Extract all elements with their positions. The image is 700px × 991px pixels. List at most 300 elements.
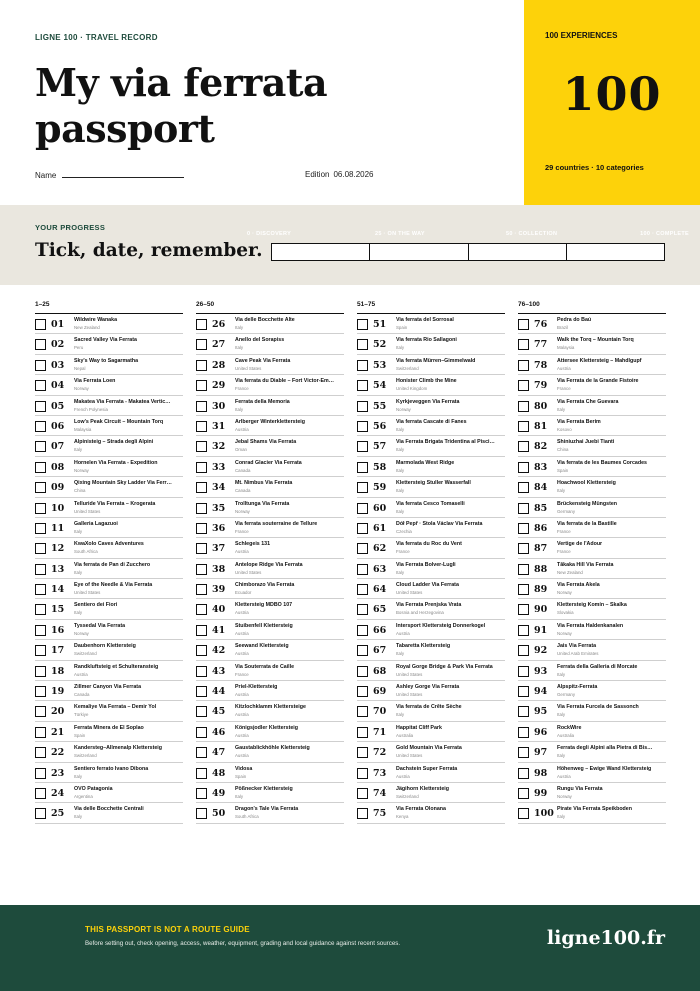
checkbox[interactable]	[357, 584, 368, 595]
checkbox[interactable]	[357, 421, 368, 432]
list-item	[35, 661, 183, 681]
edition-date: 06.08.2026	[333, 170, 374, 179]
entry-number: 66	[373, 624, 387, 636]
checkbox[interactable]	[518, 319, 529, 330]
entry-country: Austria	[396, 630, 410, 636]
checkbox[interactable]	[357, 645, 368, 656]
checkbox[interactable]	[35, 503, 46, 514]
entry-name: Pirate Via Ferrata Speikboden	[557, 806, 632, 813]
list-item	[196, 314, 344, 334]
checkbox[interactable]	[518, 706, 529, 717]
list-item	[35, 803, 183, 823]
entry-name: Rungu Via Ferrata	[557, 785, 603, 792]
entry-number: 29	[212, 380, 226, 392]
entry-number: 42	[212, 645, 226, 657]
checkbox[interactable]	[196, 482, 207, 493]
entry-name: Kyrkjeveggen Via Ferrata	[396, 398, 460, 405]
list-item	[196, 498, 344, 518]
checkbox[interactable]	[518, 503, 529, 514]
list-item	[35, 375, 183, 395]
entry-name: Dół Pepř · Štola Václav Via Ferrata	[396, 520, 483, 527]
list-item	[518, 599, 666, 619]
checkbox[interactable]	[518, 421, 529, 432]
stage-label-discovery: 0 · DISCOVERY	[247, 231, 292, 237]
checkbox[interactable]	[518, 666, 529, 677]
entry-number: 37	[212, 543, 226, 555]
entry-country: Switzerland	[74, 651, 97, 657]
checkbox[interactable]	[196, 768, 207, 779]
entry-number: 78	[534, 359, 548, 371]
checkbox[interactable]	[35, 768, 46, 779]
entry-name: Ferrata della Memoria	[235, 398, 290, 405]
checkbox[interactable]	[357, 727, 368, 738]
checkbox[interactable]	[518, 747, 529, 758]
entry-name: Gaustablickhöhle Klettersteig	[235, 745, 310, 752]
entry-name: Ferrata della Galleria di Morcate	[557, 663, 638, 670]
name-line[interactable]	[62, 170, 184, 178]
checkbox[interactable]	[35, 319, 46, 330]
checkbox[interactable]	[196, 360, 207, 371]
checkbox[interactable]	[196, 421, 207, 432]
entry-country: Italy	[74, 447, 83, 453]
entry-country: Italy	[74, 814, 83, 820]
checkbox[interactable]	[196, 686, 207, 697]
entry-number: 68	[373, 665, 387, 677]
entry-country: United Kingdom	[396, 386, 428, 392]
entry-country: Norway	[557, 630, 572, 636]
entry-country: Italy	[235, 793, 244, 799]
list-item	[196, 742, 344, 762]
entry-name: Via Ferrata Furcela de Sassonch	[557, 704, 639, 711]
list-item	[518, 355, 666, 375]
list-item	[196, 355, 344, 375]
footer-title: THIS PASSPORT IS NOT A ROUTE GUIDE	[85, 925, 250, 934]
entry-name: Via ferrata de les Baumes Corcades	[557, 459, 647, 466]
checkbox[interactable]	[518, 584, 529, 595]
entry-country: Argentina	[74, 793, 93, 799]
checkbox[interactable]	[35, 645, 46, 656]
checkbox[interactable]	[518, 523, 529, 534]
entry-country: Malaysia	[74, 426, 92, 432]
checkbox[interactable]	[196, 645, 207, 656]
checkbox[interactable]	[196, 788, 207, 799]
checkbox[interactable]	[196, 727, 207, 738]
list-item	[518, 375, 666, 395]
entry-number: 28	[212, 359, 226, 371]
entry-country: Italy	[396, 488, 405, 494]
entry-name: Alpspitz-Ferrata	[557, 684, 598, 691]
list-item	[357, 763, 505, 783]
entry-number: 09	[51, 482, 65, 494]
list-item	[357, 803, 505, 823]
checkbox[interactable]	[35, 543, 46, 554]
checkbox[interactable]	[35, 401, 46, 412]
checkbox[interactable]	[196, 604, 207, 615]
entry-name: Alpinisteig – Strada degli Alpini	[74, 439, 154, 446]
entry-name: Eye of the Needle & Via Ferrata	[74, 582, 153, 589]
entry-country: Italy	[396, 569, 405, 575]
entry-number: 26	[212, 319, 226, 330]
entry-country: Bosnia and Herzegovina	[396, 610, 444, 616]
entry-country: Austria	[235, 692, 249, 698]
entry-name: Trolltunga Via Ferrata	[235, 500, 290, 507]
entry-country: Norway	[74, 467, 89, 473]
entry-name: Via ferrata de Pan di Zucchero	[74, 561, 151, 568]
list-item	[357, 640, 505, 660]
entry-country: Italy	[74, 773, 83, 779]
stage-label-on-the-way: 25 · ON THE WAY	[375, 231, 425, 237]
entry-number: 34	[212, 482, 226, 494]
checkbox[interactable]	[196, 401, 207, 412]
entry-number: 30	[212, 400, 226, 412]
entry-name: Höhenweg – Ewige Wand Klettersteig	[557, 765, 652, 772]
entry-number: 52	[373, 339, 387, 351]
checkbox[interactable]	[196, 584, 207, 595]
checkbox[interactable]	[518, 604, 529, 615]
entry-number: 55	[373, 400, 387, 412]
entry-country: Australia	[396, 732, 414, 738]
entry-country: United States	[74, 508, 101, 514]
checkbox[interactable]	[35, 421, 46, 432]
entry-name: Intersport Klettersteig Donnerkogel	[396, 622, 486, 629]
footer-text: Before setting out, check opening, access, weather, equipment, grading and local guidance against recent sources.	[85, 940, 401, 947]
entry-name: Daubenhorn Klettersteig	[74, 643, 136, 650]
entry-name: Wildwire Wanaka	[74, 317, 118, 323]
checkbox[interactable]	[196, 319, 207, 330]
checkbox[interactable]	[518, 482, 529, 493]
checkbox[interactable]	[35, 625, 46, 636]
list-item	[518, 579, 666, 599]
checkbox[interactable]	[357, 808, 368, 819]
entry-number: 96	[534, 726, 548, 738]
checkbox[interactable]	[196, 625, 207, 636]
entry-country: Norway	[557, 793, 572, 799]
entry-name: Via Ferrata Haldenkanalen	[557, 622, 624, 629]
entry-country: Italy	[235, 345, 244, 351]
checkbox[interactable]	[357, 686, 368, 697]
list-item	[196, 396, 344, 416]
entry-country: Australia	[557, 732, 575, 738]
checkbox[interactable]	[196, 441, 207, 452]
entry-country: Germany	[557, 692, 576, 698]
checkbox[interactable]	[35, 666, 46, 677]
checkbox[interactable]	[518, 727, 529, 738]
entry-name: Royal Gorge Bridge & Park Via Ferrata	[396, 663, 493, 670]
entry-name: Tabaretta Klettersteig	[396, 643, 451, 650]
entry-number: 54	[373, 380, 387, 392]
entry-country: Austria	[235, 610, 249, 616]
entry-name: Pedra do Baú	[557, 317, 592, 323]
checkbox[interactable]	[35, 441, 46, 452]
entry-country: Italy	[74, 610, 83, 616]
entry-name: Walk the Torq – Mountain Torq	[557, 337, 634, 344]
progress-label: YOUR PROGRESS	[35, 223, 106, 232]
entry-country: Germany	[557, 508, 576, 514]
entry-number: 16	[51, 624, 65, 636]
entry-country: Austria	[557, 365, 571, 371]
list-item	[196, 620, 344, 640]
stage-box[interactable]	[272, 244, 370, 260]
entry-country: Switzerland	[396, 793, 419, 799]
checkbox[interactable]	[35, 808, 46, 819]
entry-country: France	[557, 386, 571, 392]
entry-name: Via Ferrata Che Guevara	[557, 398, 619, 405]
entry-number: 70	[373, 706, 387, 718]
entry-name: Ferrata degli Alpini alla Pietra di Bis…	[557, 745, 653, 752]
checkbox[interactable]	[35, 686, 46, 697]
list-item	[196, 579, 344, 599]
entry-country: United Arab Emirates	[557, 651, 599, 657]
stage-box[interactable]	[370, 244, 468, 260]
stage-labels	[247, 231, 689, 241]
entry-name: Via Ferrata Prenjska Vrata	[396, 602, 462, 609]
entry-number: 72	[373, 747, 387, 759]
entry-name: Hoachwool Klettersteig	[557, 480, 616, 487]
entry-name: Via Ferrata Olonana	[396, 806, 446, 813]
checkbox[interactable]	[357, 543, 368, 554]
entry-number: 65	[373, 604, 387, 616]
entry-name: Via ferrata del Sorrosal	[396, 317, 454, 323]
entry-name: Via Souterrata de Caille	[235, 663, 295, 670]
stage-box[interactable]	[469, 244, 567, 260]
entry-country: Canada	[235, 467, 251, 473]
entry-number: 13	[51, 563, 65, 575]
entry-country: New Zealand	[74, 325, 100, 330]
entry-country: France	[235, 528, 249, 534]
entry-name: Seewand Klettersteig	[235, 643, 289, 650]
entry-number: 69	[373, 686, 387, 698]
entry-number: 90	[534, 604, 548, 616]
checkbox[interactable]	[196, 706, 207, 717]
checkbox[interactable]	[35, 462, 46, 473]
checkbox[interactable]	[357, 319, 368, 330]
entry-country: Kosovo	[557, 426, 572, 432]
checkbox[interactable]	[35, 523, 46, 534]
entry-name: Via Ferrata Bolver-Lugli	[396, 561, 456, 568]
entry-name: Cave Peak Via Ferrata	[235, 357, 291, 364]
column-heading: 51–75	[357, 298, 505, 314]
stage-box[interactable]	[567, 244, 664, 260]
entry-number: 39	[212, 584, 226, 596]
checkbox[interactable]	[35, 564, 46, 575]
entry-number: 05	[51, 400, 65, 412]
checkbox[interactable]	[357, 604, 368, 615]
checkbox[interactable]	[196, 747, 207, 758]
checkbox[interactable]	[357, 503, 368, 514]
list-item	[357, 314, 505, 334]
checkbox[interactable]	[518, 768, 529, 779]
entry-number: 48	[212, 767, 226, 779]
entry-number: 21	[51, 726, 65, 738]
checkbox[interactable]	[196, 380, 207, 391]
checkbox[interactable]	[35, 604, 46, 615]
entry-number: 93	[534, 665, 548, 677]
list-item	[357, 518, 505, 538]
checkbox[interactable]	[196, 564, 207, 575]
list-item	[35, 416, 183, 436]
list-item	[196, 701, 344, 721]
list-item	[518, 620, 666, 640]
entry-number: 63	[373, 563, 387, 575]
entry-number: 17	[51, 645, 65, 657]
brand-logo[interactable]: ligne100.fr	[546, 927, 665, 949]
checkbox[interactable]	[518, 625, 529, 636]
list-item	[357, 375, 505, 395]
list-item	[196, 457, 344, 477]
checkbox[interactable]	[357, 564, 368, 575]
entry-country: Türkiye	[74, 712, 89, 718]
checkbox[interactable]	[196, 339, 207, 350]
checkbox[interactable]	[357, 706, 368, 717]
checkbox[interactable]	[196, 462, 207, 473]
list-item	[35, 314, 183, 334]
entry-name: Galleria Lagazuoi	[74, 520, 118, 527]
column-heading: 26–50	[196, 298, 344, 314]
entry-country: Austria	[235, 753, 249, 759]
entry-country: South Africa	[235, 814, 259, 820]
entry-name: Sacred Valley Via Ferrata	[74, 337, 137, 344]
list-item	[518, 701, 666, 721]
entry-name: Vidosa	[235, 765, 253, 772]
checkbox[interactable]	[357, 666, 368, 677]
checkbox[interactable]	[518, 808, 529, 819]
entry-number: 27	[212, 339, 226, 351]
checkbox[interactable]	[35, 339, 46, 350]
checkbox[interactable]	[35, 706, 46, 717]
entry-country: United States	[74, 590, 101, 596]
entry-country: United States	[396, 692, 423, 698]
list-item	[35, 477, 183, 497]
name-field[interactable]	[35, 170, 184, 180]
list-item	[357, 436, 505, 456]
list-item	[196, 436, 344, 456]
experiences-badge	[524, 0, 700, 205]
checkbox[interactable]	[518, 564, 529, 575]
checkbox[interactable]	[35, 788, 46, 799]
checkbox[interactable]	[357, 788, 368, 799]
checkbox[interactable]	[518, 380, 529, 391]
entry-number: 80	[534, 400, 548, 412]
checkbox[interactable]	[518, 645, 529, 656]
checkbox[interactable]	[35, 380, 46, 391]
entry-name: Via ferrata Rio Sallagoni	[396, 337, 457, 344]
checkbox[interactable]	[35, 360, 46, 371]
entry-name: Via ferrata souterraine de Tellure	[235, 520, 318, 527]
entry-country: Italy	[396, 712, 405, 718]
checkbox[interactable]	[196, 808, 207, 819]
progress-section	[0, 205, 700, 285]
entry-name: Anello del Sorapiss	[235, 337, 285, 344]
checkbox[interactable]	[357, 462, 368, 473]
entry-name: Via Ferrata Akela	[557, 582, 600, 589]
entry-name: Via ferrata Mürren–Gimmelwald	[396, 357, 476, 364]
entry-number: 92	[534, 645, 548, 657]
badge-label: 100 EXPERIENCES	[545, 31, 618, 40]
list-item	[196, 477, 344, 497]
name-label: Name	[35, 171, 57, 180]
checkbox[interactable]	[35, 727, 46, 738]
entry-name: Via ferrata du Roc du Vent	[396, 541, 462, 548]
checkbox[interactable]	[518, 788, 529, 799]
checkbox[interactable]	[357, 523, 368, 534]
checkbox[interactable]	[518, 441, 529, 452]
entry-name: Via ferrata Cascate di Fanes	[396, 418, 467, 425]
entry-number: 75	[373, 808, 387, 820]
checkbox[interactable]	[196, 503, 207, 514]
entry-country: Austria	[235, 712, 249, 718]
entry-name: Low's Peak Circuit – Mountain Torq	[74, 418, 164, 425]
checkbox[interactable]	[357, 339, 368, 350]
entry-name: Sentiero dei Fiori	[74, 602, 118, 609]
checkbox[interactable]	[518, 462, 529, 473]
checkbox[interactable]	[35, 747, 46, 758]
entry-name: Telluride Via Ferrata – Krogerata	[74, 500, 156, 507]
checkbox[interactable]	[35, 482, 46, 493]
entry-number: 76	[534, 319, 548, 330]
entry-number: 98	[534, 767, 548, 779]
entry-name: Dragon's Tale Via Ferrata	[235, 806, 299, 813]
entry-number: 31	[212, 420, 226, 432]
list-item	[35, 579, 183, 599]
entry-country: Spain	[557, 467, 569, 473]
entry-name: Via delle Bocchette Alte	[235, 317, 295, 323]
list-item	[518, 559, 666, 579]
entry-number: 64	[373, 584, 387, 596]
entry-name: KwaXolo Caves Adventures	[74, 541, 144, 548]
checkbox[interactable]	[518, 401, 529, 412]
entry-country: United States	[235, 569, 262, 575]
entry-name: Makatea Via Ferrata - Makatea Vertic…	[74, 398, 171, 405]
list-item	[518, 722, 666, 742]
entry-country: Norway	[74, 630, 89, 636]
entry-name: Dachstein Super Ferrata	[396, 765, 458, 772]
entry-number: 61	[373, 522, 387, 534]
checkbox[interactable]	[35, 584, 46, 595]
checkbox[interactable]	[518, 543, 529, 554]
checkbox[interactable]	[357, 441, 368, 452]
list-item	[357, 661, 505, 681]
entry-name: Jägihorn Klettersteig	[396, 785, 449, 792]
checkbox[interactable]	[196, 543, 207, 554]
checkbox[interactable]	[357, 482, 368, 493]
checkbox[interactable]	[357, 380, 368, 391]
entry-country: Italy	[74, 528, 83, 534]
list-item	[35, 722, 183, 742]
checkbox[interactable]	[518, 686, 529, 697]
checkbox[interactable]	[357, 625, 368, 636]
list-item	[196, 783, 344, 803]
checkbox[interactable]	[518, 339, 529, 350]
entry-name: Königsjodler Klettersteig	[235, 724, 298, 731]
checkbox[interactable]	[357, 360, 368, 371]
checkbox[interactable]	[518, 360, 529, 371]
entry-country: Austria	[74, 671, 88, 677]
checkbox[interactable]	[196, 666, 207, 677]
checkbox[interactable]	[357, 747, 368, 758]
entry-name: Via delle Bocchette Centrali	[74, 806, 144, 813]
entry-name: Klettersteig Stuller Wasserfall	[396, 480, 471, 487]
entry-country: Italy	[396, 467, 405, 473]
list-item	[35, 538, 183, 558]
checkbox[interactable]	[196, 523, 207, 534]
list-item	[35, 620, 183, 640]
footer	[0, 905, 700, 991]
entry-country: Italy	[557, 712, 566, 718]
checkbox[interactable]	[357, 768, 368, 779]
checkbox[interactable]	[357, 401, 368, 412]
entry-number: 58	[373, 461, 387, 473]
list-item	[518, 640, 666, 660]
